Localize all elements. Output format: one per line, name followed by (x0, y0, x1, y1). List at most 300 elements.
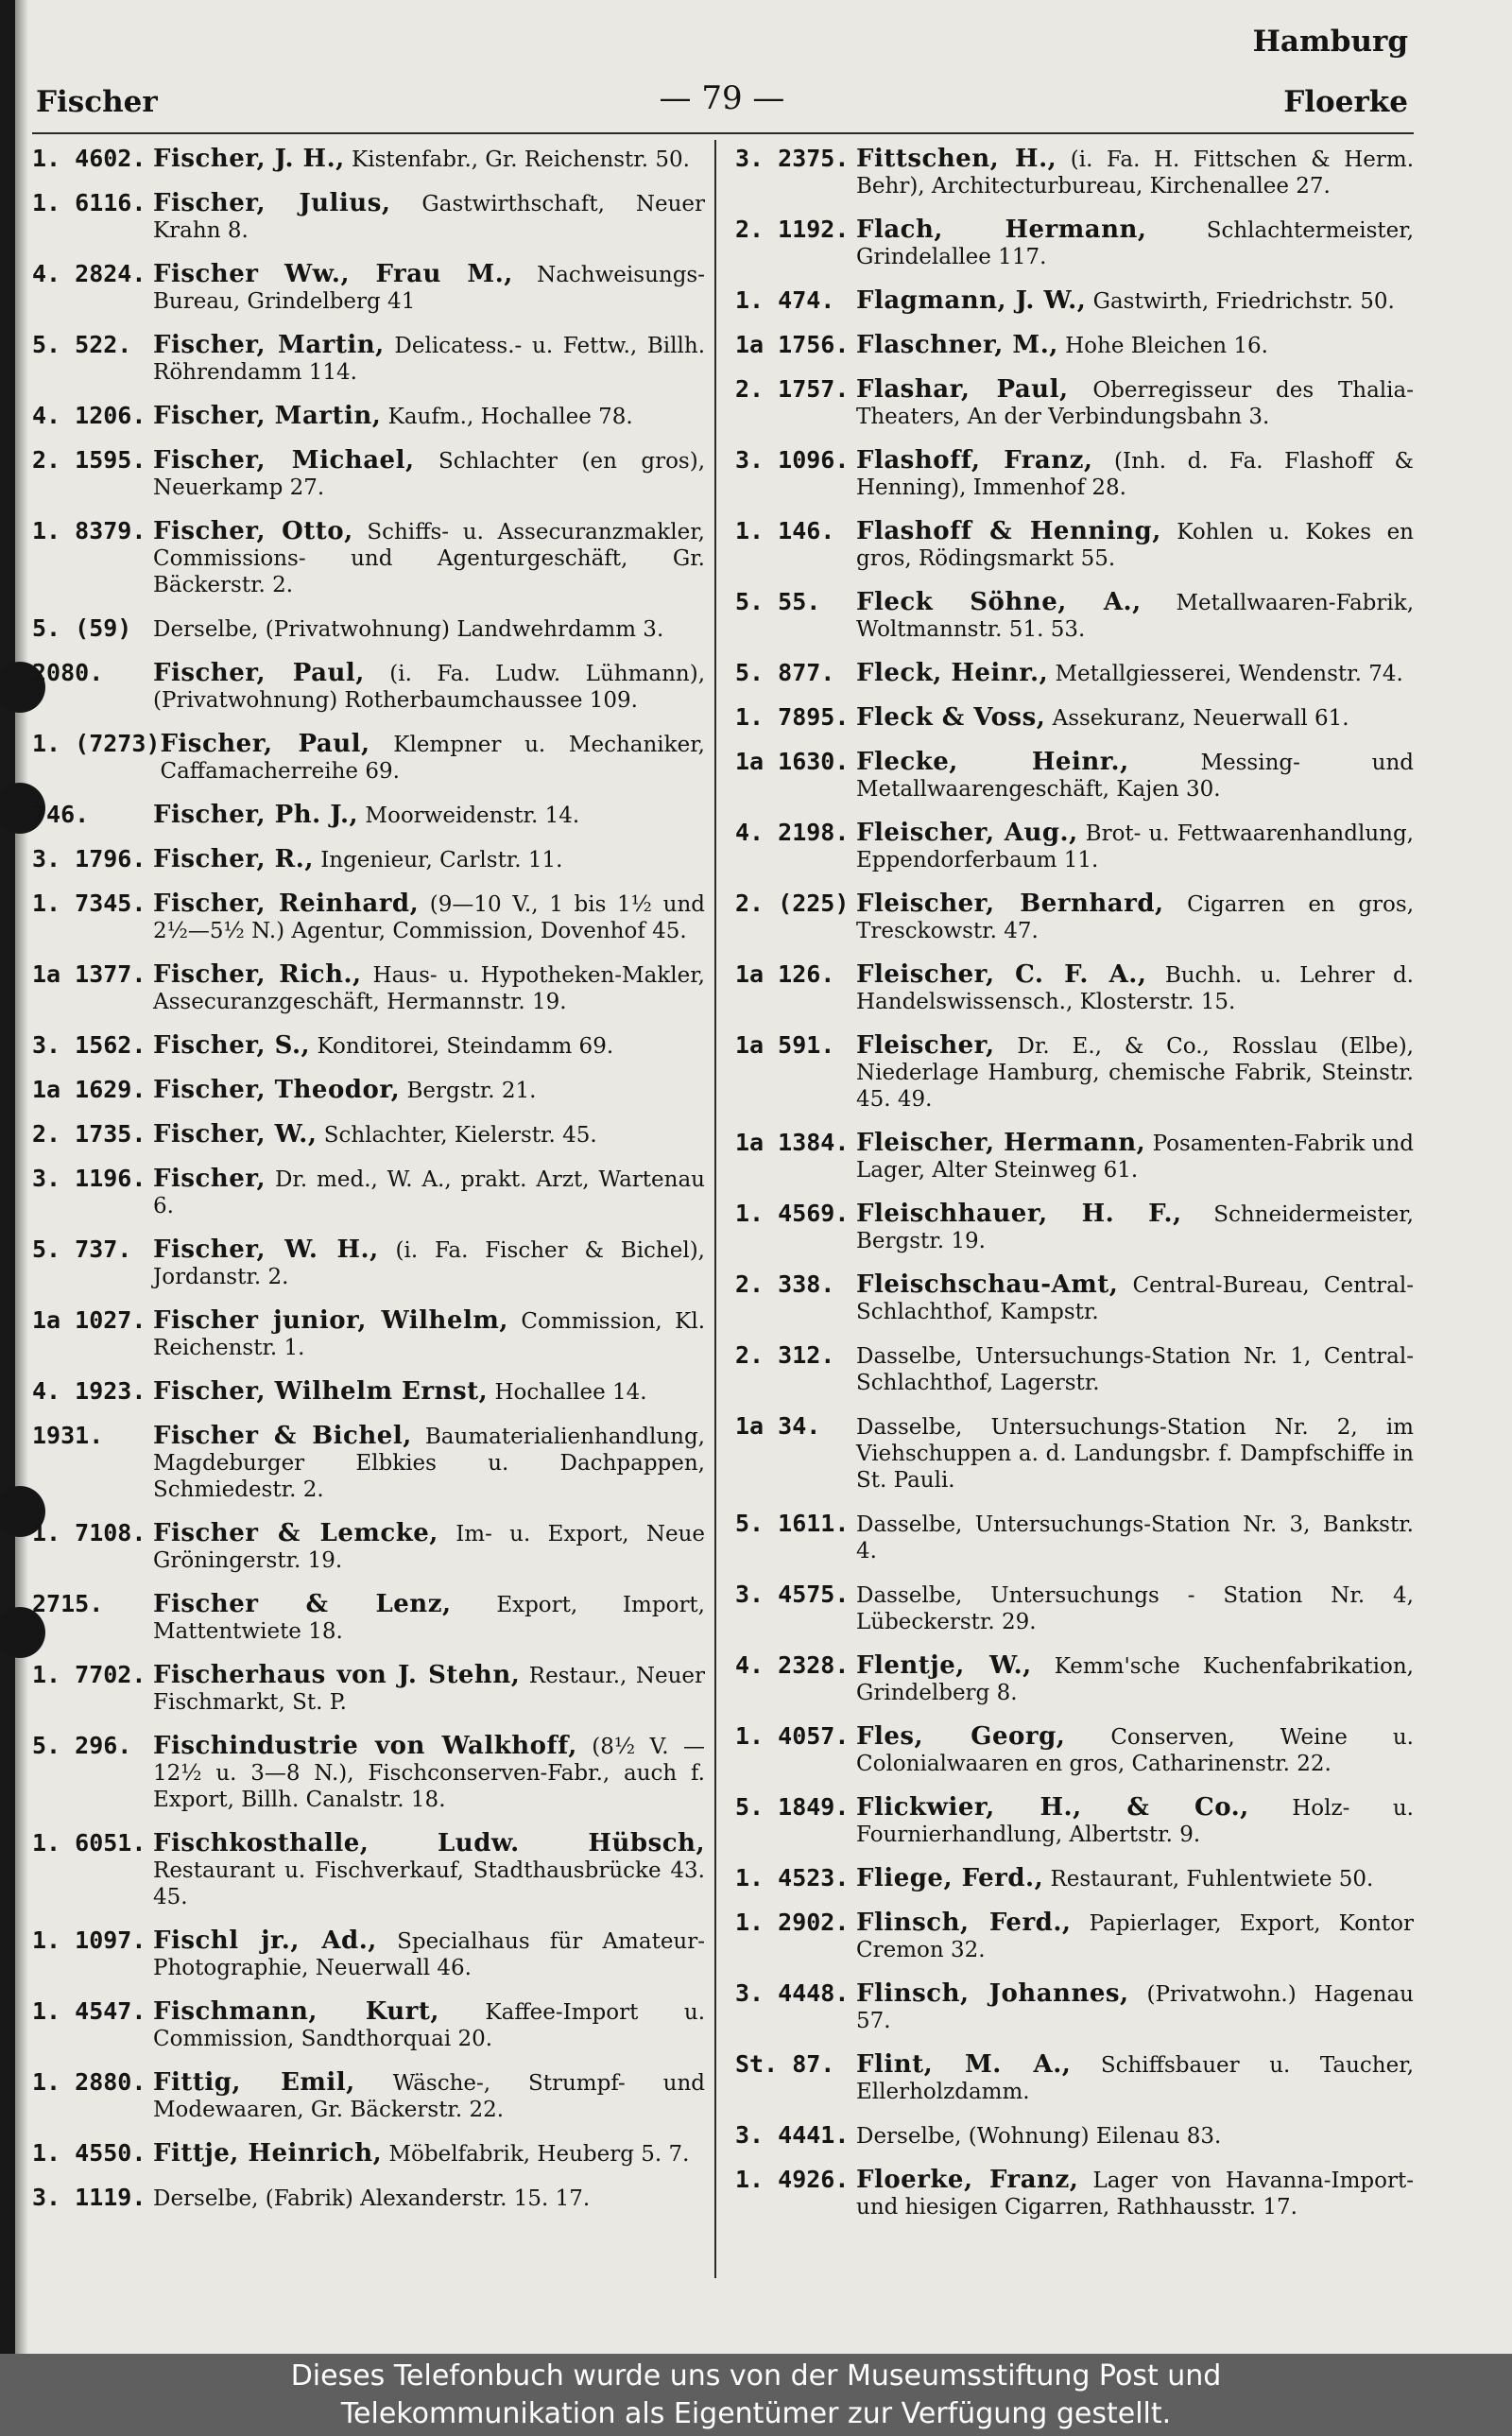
entry-phone-number: 1a 1377. (32, 960, 146, 988)
entry-name: Fischer Ww., Frau M., (153, 260, 513, 288)
entry-text (856, 704, 1414, 732)
directory-entry (735, 216, 1414, 270)
entry-phone-number: 1. 2902. (735, 1909, 850, 1936)
entry-details: (i. Fa. Ludw. Lühmann), (Privatwohnung) Rotherbaumchaussee 109. (153, 662, 706, 713)
entry-details: (8½ V. — 12½ u. 3—8 N.), Fischconserven-Fabr., auch f. Export, Billh. Canalstr. 18. (153, 1735, 705, 1812)
entry-phone-number: 5. (59) (32, 614, 132, 642)
directory-entry (32, 1830, 705, 1910)
entry-name: Flinsch, Ferd., (856, 1909, 1072, 1937)
directory-entry (32, 146, 705, 173)
entry-text (153, 802, 705, 829)
directory-entry (735, 1723, 1414, 1777)
entry-phone-number: 1a 1630. (735, 748, 850, 775)
entry-details: Klempner u. Mechaniker, Caffamacherreihe 69. (160, 733, 705, 784)
entry-phone-number: 1. 8379. (32, 517, 146, 544)
entry-details: Buchh. u. Lehrer d. Handelswissensch., Klosterstr. 15. (856, 963, 1414, 1014)
entry-name: Fischer, Ph. J., (153, 801, 359, 829)
entry-phone-number: 4. 2328. (735, 1651, 850, 1679)
entry-details: Export, Import, Mattentwiete 18. (153, 1593, 705, 1644)
directory-entry (32, 403, 705, 430)
entry-phone-number: 3. 4575. (735, 1581, 850, 1608)
entry-text (153, 1830, 705, 1910)
entry-details: Hochallee 14. (494, 1380, 647, 1405)
footer-line-1: Dieses Telefonbuch wurde uns von der Museumsstiftung Post und (290, 2359, 1222, 2393)
entry-name: Fischer, Martin, (153, 331, 385, 359)
entry-phone-number: 1. 4602. (32, 145, 146, 172)
directory-entry (32, 1121, 705, 1149)
entry-details: Derselbe, (Privatwohnung) Landwehrdamm 3. (153, 617, 664, 642)
entry-phone-number: 1931. (32, 1422, 104, 1449)
entry-phone-number: 1. 4569. (735, 1200, 850, 1227)
entry-name: Fleischer, (856, 1031, 995, 1060)
entry-name: Fleck & Voss, (856, 703, 1046, 732)
entry-name: Fischer & Bichel, (153, 1422, 412, 1450)
entry-name: Fischer, J. H., (153, 145, 345, 173)
entry-details: Lager von Havanna-Import- und hiesigen Cigarren, Rathhausstr. 17. (856, 2168, 1414, 2220)
entry-text (153, 447, 705, 501)
entry-text (153, 890, 705, 944)
directory-entry (32, 660, 705, 714)
entry-text (153, 403, 705, 430)
entry-phone-number: 2. 1735. (32, 1120, 146, 1148)
directory-entry (32, 846, 705, 873)
entry-text (856, 1130, 1414, 1183)
directory-entry (32, 1236, 705, 1290)
entry-details: Holz- u. Fournierhandlung, Albertstr. 9. (856, 1796, 1414, 1847)
entry-name: Fischer, Michael, (153, 446, 415, 475)
entry-phone-number: 1. 4523. (735, 1864, 850, 1892)
entry-name: Fischer, Julius, (153, 189, 391, 217)
entry-name: Fleischer, Aug., (856, 819, 1078, 847)
entry-name: Fischindustrie von Walkhoff, (153, 1732, 577, 1760)
entry-text (856, 1865, 1414, 1892)
entry-details: Posamenten-Fabrik und Lager, Alter Steinweg 61. (856, 1132, 1415, 1183)
entry-details: Hohe Bleichen 16. (1065, 334, 1268, 358)
entry-text (153, 1032, 705, 1060)
entry-phone-number: 2715. (32, 1590, 104, 1617)
entry-phone-number: 5. 1849. (735, 1793, 850, 1821)
entry-name: Fleischschau-Amt, (856, 1270, 1119, 1299)
entry-name: Fischer, W. H., (153, 1235, 379, 1264)
entry-details: Dasselbe, Untersuchungs - Station Nr. 4, Lübeckerstr. 29. (856, 1583, 1414, 1634)
entry-phone-number: 1. 7345. (32, 890, 146, 917)
entry-phone-number: 3. 1796. (32, 845, 146, 872)
entry-phone-number: 3. 1119. (32, 2184, 146, 2211)
entry-name: Fischer, W., (153, 1120, 318, 1149)
entry-phone-number: 746. (32, 801, 90, 828)
entry-text (153, 1423, 705, 1503)
entry-text (160, 731, 705, 785)
directory-entry (735, 1342, 1414, 1396)
entry-name: Fleischer, Hermann, (856, 1129, 1146, 1157)
entry-details: Wäsche-, Strumpf- und Modewaaren, Gr. Bäckerstr. 22. (153, 2071, 705, 2122)
entry-phone-number: 1. 6116. (32, 189, 146, 216)
entry-details: Haus- u. Hypotheken-Makler, Assecuranzgeschäft, Hermannstr. 19. (153, 963, 705, 1014)
entry-text (856, 1581, 1414, 1635)
entry-details: Gastwirthschaft, Neuer Krahn 8. (153, 192, 706, 243)
directory-entry (735, 1511, 1414, 1564)
entry-details: Specialhaus für Amateur-Photographie, Neuerwall 46. (153, 1929, 706, 1980)
entry-text (153, 1520, 705, 1574)
entry-phone-number: 1a 1027. (32, 1306, 146, 1334)
entry-details: Central-Bureau, Central-Schlachthof, Kampstr. (856, 1273, 1414, 1324)
directory-entry (32, 1733, 705, 1813)
directory-entry (32, 1378, 705, 1406)
entry-details: Restaurant, Fuhlentwiete 50. (1050, 1867, 1374, 1892)
entry-details: (i. Fa. Fischer & Bichel), Jordanstr. 2. (153, 1238, 705, 1289)
entry-phone-number: 1. 7895. (735, 703, 850, 731)
entry-phone-number: 5. 877. (735, 659, 835, 686)
directory-entry (32, 518, 705, 598)
entry-details: Kaufm., Hochallee 78. (387, 405, 633, 429)
entry-name: Fischer, Martin, (153, 402, 382, 430)
entry-text (153, 332, 705, 386)
directory-entry (735, 1865, 1414, 1892)
entry-text (856, 1794, 1414, 1848)
entry-details: Schlachter, Kielerstr. 45. (323, 1123, 597, 1148)
entry-name: Fischer, Paul, (160, 730, 370, 758)
entry-details: (Inh. d. Fa. Flashoff & Henning), Immenhof 28. (856, 449, 1415, 500)
entry-text (856, 961, 1414, 1015)
entry-details: Delicatess.- u. Fettw., Billh. Röhrendamm 114. (153, 334, 706, 385)
directory-entry (735, 1980, 1414, 2034)
entry-details: Restaur., Neuer Fischmarkt, St. P. (153, 1664, 705, 1715)
directory-entry (735, 1130, 1414, 1183)
entry-name: Flentje, W., (856, 1651, 1032, 1680)
entry-phone-number: 1a 1384. (735, 1129, 850, 1156)
entry-name: Flashoff, Franz, (856, 446, 1093, 475)
entry-name: Floerke, Franz, (856, 2166, 1079, 2194)
entry-text (856, 447, 1414, 501)
entry-phone-number: 1a 591. (735, 1031, 835, 1059)
entry-text (153, 1662, 705, 1716)
directory-entry (32, 1591, 705, 1645)
directory-entry (32, 1927, 705, 1981)
directory-entry (32, 802, 705, 829)
entry-phone-number: St. 87. (735, 2050, 835, 2078)
entry-text (856, 1980, 1414, 2034)
directory-entry (735, 1271, 1414, 1325)
entry-details: Kaffee-Import u. Commission, Sandthorquai 20. (153, 2000, 706, 2051)
directory-entry (32, 2069, 705, 2123)
entry-name: Fischer junior, Wilhelm, (153, 1306, 508, 1335)
directory-entry (32, 731, 705, 785)
directory-entry (735, 1652, 1414, 1706)
entry-text (856, 749, 1414, 803)
entry-text (856, 1652, 1414, 1706)
entry-details: Messing- und Metallwaarengeschäft, Kajen 30. (856, 751, 1415, 802)
directory-entry (735, 2167, 1414, 2220)
entry-details: Dr. E., & Co., Rosslau (Elbe), Niederlage Hamburg, chemische Fabrik, Steinstr. 45. 49. (856, 1034, 1414, 1112)
entry-name: Fleck, Heinr., (856, 659, 1049, 687)
entry-details: Schiffs- u. Assecuranzmakler, Commissions- und Agenturgeschäft, Gr. Bäckerstr. 2. (153, 520, 705, 597)
entry-text (153, 660, 705, 714)
directory-entry (32, 1077, 705, 1104)
directory-entry (735, 287, 1414, 315)
entry-phone-number: 3. 4448. (735, 1979, 850, 2007)
entry-text (856, 332, 1414, 359)
entry-details: Conserven, Weine u. Colonialwaaren en gros, Catharinenstr. 22. (856, 1725, 1414, 1776)
entry-text (856, 1909, 1414, 1963)
entry-phone-number: 5. 55. (735, 588, 821, 615)
entry-phone-number: 1. 4057. (735, 1722, 850, 1750)
entry-text (153, 1733, 705, 1813)
entry-phone-number: 2. 1757. (735, 375, 850, 403)
entry-name: Fischer, Wilhelm Ernst, (153, 1377, 489, 1406)
entry-phone-number: 2. 338. (735, 1270, 835, 1298)
entry-name: Flint, M. A., (856, 2050, 1072, 2079)
entry-details: Restaurant u. Fischverkauf, Stadthausbrücke 43. 45. (153, 1858, 705, 1909)
entry-name: Fischer, Paul, (153, 659, 365, 687)
directory-entry (735, 1909, 1414, 1963)
entry-name: Flagmann, J. W., (856, 286, 1087, 315)
entry-phone-number: 2. 1595. (32, 446, 146, 474)
entry-details: Schiffsbauer u. Taucher, Ellerholzdamm. (856, 2053, 1415, 2104)
entry-name: Fittje, Heinrich, (153, 2139, 383, 2168)
entry-phone-number: 1. 4926. (735, 2166, 850, 2193)
entry-details: (9—10 V., 1 bis 1½ und 2½—5½ N.) Agentur, Commission, Dovenhof 45. (153, 892, 705, 943)
entry-phone-number: 4. 1923. (32, 1377, 146, 1405)
entry-details: Ingenieur, Carlstr. 11. (320, 848, 563, 872)
entry-phone-number: 1. 6051. (32, 1829, 146, 1857)
entry-text (153, 1166, 705, 1219)
entry-text (153, 261, 705, 315)
entry-name: Fischer, Theodor, (153, 1076, 401, 1104)
entry-details: Dasselbe, Untersuchungs-Station Nr. 2, im Viehschuppen a. d. Landungsbr. f. Dampfschiffe in St. Pauli. (856, 1415, 1414, 1493)
entry-text (856, 2122, 1414, 2150)
entry-text (856, 376, 1414, 430)
entry-details: Kistenfabr., Gr. Reichenstr. 50. (352, 147, 690, 172)
entry-name: Fleck Söhne, A., (856, 588, 1142, 616)
entry-text (153, 2185, 705, 2212)
entry-details: Dasselbe, Untersuchungs-Station Nr. 1, Central-Schlachthof, Lagerstr. (856, 1344, 1414, 1395)
entry-phone-number: 1. 7108. (32, 1519, 146, 1546)
entry-text (153, 146, 705, 173)
directory-entry (32, 447, 705, 501)
entry-details: Möbelfabrik, Heuberg 5. 7. (388, 2142, 690, 2167)
entry-phone-number: 1. 1097. (32, 1926, 146, 1954)
entry-phone-number: 5. 296. (32, 1732, 132, 1759)
entry-details: Nachweisungs-Bureau, Grindelberg 41 (153, 263, 705, 314)
entry-details: Metallwaaren-Fabrik, Woltmannstr. 51. 53. (856, 591, 1414, 642)
entry-text (856, 890, 1414, 944)
entry-details: Derselbe, (Fabrik) Alexanderstr. 15. 17. (153, 2186, 591, 2211)
entry-name: Fleischer, Bernhard, (856, 890, 1164, 918)
entry-phone-number: 2. 312. (735, 1341, 835, 1369)
footer-notice (0, 2354, 1512, 2436)
directory-entry (735, 890, 1414, 944)
entry-text (856, 1413, 1414, 1494)
entry-details: Metallgiesserei, Wendenstr. 74. (1055, 662, 1403, 686)
entry-name: Fittschen, H., (856, 145, 1057, 173)
entry-phone-number: 1. 7702. (32, 1661, 146, 1688)
directory-entry (32, 2185, 705, 2212)
entry-details: Baumaterialienhandlung, Magdeburger Elbkies u. Dachpappen, Schmiedestr. 2. (153, 1425, 705, 1502)
entry-text (856, 820, 1414, 873)
entry-phone-number: 3. 4441. (735, 2121, 850, 2149)
entry-phone-number: 5. 522. (32, 331, 132, 358)
directory-entry (32, 1166, 705, 1219)
entry-text (856, 287, 1414, 315)
entry-details: Brot- u. Fettwaarenhandlung, Eppendorferbaum 11. (856, 821, 1414, 872)
left-column (32, 146, 705, 2229)
directory-entry (735, 961, 1414, 1015)
entry-phone-number: 4. 2824. (32, 260, 146, 287)
entry-phone-number: 1a 1756. (735, 331, 850, 358)
right-column (735, 146, 1414, 2237)
directory-entry (32, 1032, 705, 1060)
entry-details: Schlachtermeister, Grindelallee 117. (856, 218, 1415, 269)
entry-text (153, 1378, 705, 1406)
entry-text (856, 1032, 1414, 1113)
directory-entry (735, 2051, 1414, 2105)
entry-details: Schlachter (en gros), Neuerkamp 27. (153, 449, 706, 500)
entry-text (153, 615, 705, 643)
entry-phone-number: 3. 1562. (32, 1031, 146, 1059)
directory-entry (735, 518, 1414, 572)
entry-details: Cigarren en gros, Tresckowstr. 47. (856, 892, 1415, 943)
entry-name: Fischkosthalle, Ludw. Hübsch, (153, 1829, 705, 1857)
entry-text (153, 1591, 705, 1645)
entry-details: Oberregisseur des Thalia-Theaters, An der Verbindungsbahn 3. (856, 378, 1415, 429)
binding-spine (0, 0, 15, 2354)
entry-details: Commission, Kl. Reichenstr. 1. (153, 1309, 705, 1360)
entry-phone-number: 3. 1196. (32, 1165, 146, 1192)
entry-details: Im- u. Export, Neue Gröningerstr. 19. (153, 1522, 706, 1573)
entry-name: Fischer, R., (153, 845, 314, 873)
running-header (36, 79, 1408, 123)
directory-entry (32, 332, 705, 386)
directory-entry (32, 1423, 705, 1503)
entry-phone-number: 2. (225) (735, 890, 850, 917)
directory-entry (32, 890, 705, 944)
entry-phone-number: 2080. (32, 659, 104, 686)
directory-entry (735, 2122, 1414, 2150)
entry-phone-number: 1. 4550. (32, 2139, 146, 2167)
binding-shadow (15, 0, 28, 2354)
entry-phone-number: 4. 1206. (32, 402, 146, 429)
entry-name: Flinsch, Johannes, (856, 1979, 1129, 2008)
entry-name: Fischer & Lenz, (153, 1590, 452, 1618)
entry-text (856, 146, 1414, 199)
entry-text (153, 190, 705, 244)
header-city: Hamburg (1252, 25, 1408, 59)
entry-phone-number: 3. 1096. (735, 446, 850, 474)
entry-phone-number: 1. 4547. (32, 1997, 146, 2025)
entry-name: Flickwier, H., & Co., (856, 1793, 1249, 1822)
entry-text (153, 846, 705, 873)
entry-phone-number: 1. 474. (735, 286, 835, 314)
entry-text (856, 518, 1414, 572)
entry-name: Flach, Hermann, (856, 216, 1147, 244)
directory-entry (735, 704, 1414, 732)
header-last-entry: Floerke (1283, 85, 1408, 119)
entry-details: Moorweidenstr. 14. (365, 803, 580, 828)
entry-name: Flaschner, M., (856, 331, 1058, 359)
entry-text (856, 1511, 1414, 1564)
entry-details: Assekuranz, Neuerwall 61. (1052, 706, 1349, 731)
entry-name: Fleischer, C. F. A., (856, 960, 1147, 989)
entry-name: Fischer, (153, 1165, 266, 1193)
directory-entry (32, 961, 705, 1015)
entry-phone-number: 5. 737. (32, 1235, 132, 1263)
entry-text (153, 1998, 705, 2052)
entry-text (153, 2069, 705, 2123)
entry-name: Fliege, Ferd., (856, 1864, 1044, 1892)
entry-text (856, 1723, 1414, 1777)
entry-text (153, 518, 705, 598)
entry-text (153, 1236, 705, 1290)
entry-name: Fischerhaus von J. Stehn, (153, 1661, 521, 1689)
entry-name: Flashoff & Henning, (856, 517, 1161, 545)
entry-text (153, 1927, 705, 1981)
entry-details: (Privatwohn.) Hagenau 57. (856, 1982, 1414, 2033)
entry-phone-number: 2. 1192. (735, 216, 850, 243)
entry-details: Papierlager, Export, Kontor Cremon 32. (856, 1911, 1414, 1962)
entry-details: Dasselbe, Untersuchungs-Station Nr. 3, Bankstr. 4. (856, 1512, 1414, 1564)
entry-name: Flashar, Paul, (856, 375, 1069, 404)
directory-entry (32, 2140, 705, 2168)
header-first-entry: Fischer (36, 85, 158, 119)
directory-entry (735, 589, 1414, 643)
entry-text (153, 961, 705, 1015)
directory-entry (735, 1032, 1414, 1113)
entry-name: Fischer, Otto, (153, 517, 353, 545)
entry-text (856, 1342, 1414, 1396)
entry-details: Kohlen u. Kokes en gros, Rödingsmarkt 55. (856, 520, 1414, 571)
entry-text (153, 1077, 705, 1104)
entry-phone-number: 4. 2198. (735, 819, 850, 846)
entry-text (153, 1307, 705, 1361)
entry-details: Dr. med., W. A., prakt. Arzt, Wartenau 6. (153, 1167, 705, 1218)
entry-phone-number: 1a 1629. (32, 1076, 146, 1103)
entry-details: Gastwirth, Friedrichstr. 50. (1092, 289, 1395, 314)
entry-name: Fittig, Emil, (153, 2068, 355, 2097)
entry-text (856, 2167, 1414, 2220)
entry-name: Fischer & Lemcke, (153, 1519, 438, 1547)
entry-name: Fleischhauer, H. F., (856, 1200, 1182, 1228)
entry-name: Fischer, S., (153, 1031, 311, 1060)
directory-entry (735, 1581, 1414, 1635)
entry-phone-number: 1. (7273) (32, 730, 161, 757)
directory-entry (735, 1413, 1414, 1494)
directory-entry (32, 1998, 705, 2052)
directory-entry (32, 1307, 705, 1361)
entry-text (153, 2140, 705, 2168)
entry-phone-number: 5. 1611. (735, 1510, 850, 1537)
entry-name: Fischl jr., Ad., (153, 1926, 377, 1955)
directory-entry (735, 1794, 1414, 1848)
entry-text (856, 2051, 1414, 2105)
entry-phone-number: 1. 146. (735, 517, 835, 544)
entry-details: Bergstr. 21. (406, 1079, 537, 1103)
entry-name: Fischer, Reinhard, (153, 890, 420, 918)
entry-phone-number: 1a 34. (735, 1412, 821, 1440)
entry-details: Kemm'sche Kuchenfabrikation, Grindelberg 8. (856, 1654, 1414, 1705)
directory-entry (735, 1201, 1414, 1254)
directory-entry (32, 1662, 705, 1716)
footer-line-2: Telekommunikation als Eigentümer zur Verfügung gestellt. (340, 2397, 1172, 2430)
entry-name: Fischmann, Kurt, (153, 1997, 439, 2026)
entry-text (153, 1121, 705, 1149)
entry-phone-number: 1a 126. (735, 960, 835, 988)
entry-name: Fischer, Rich., (153, 960, 362, 989)
directory-entry (32, 190, 705, 244)
entry-details: (i. Fa. H. Fittschen & Herm. Behr), Architecturbureau, Kirchenallee 27. (856, 147, 1415, 199)
entry-text (856, 1201, 1414, 1254)
directory-entry (735, 820, 1414, 873)
directory-entry (735, 447, 1414, 501)
